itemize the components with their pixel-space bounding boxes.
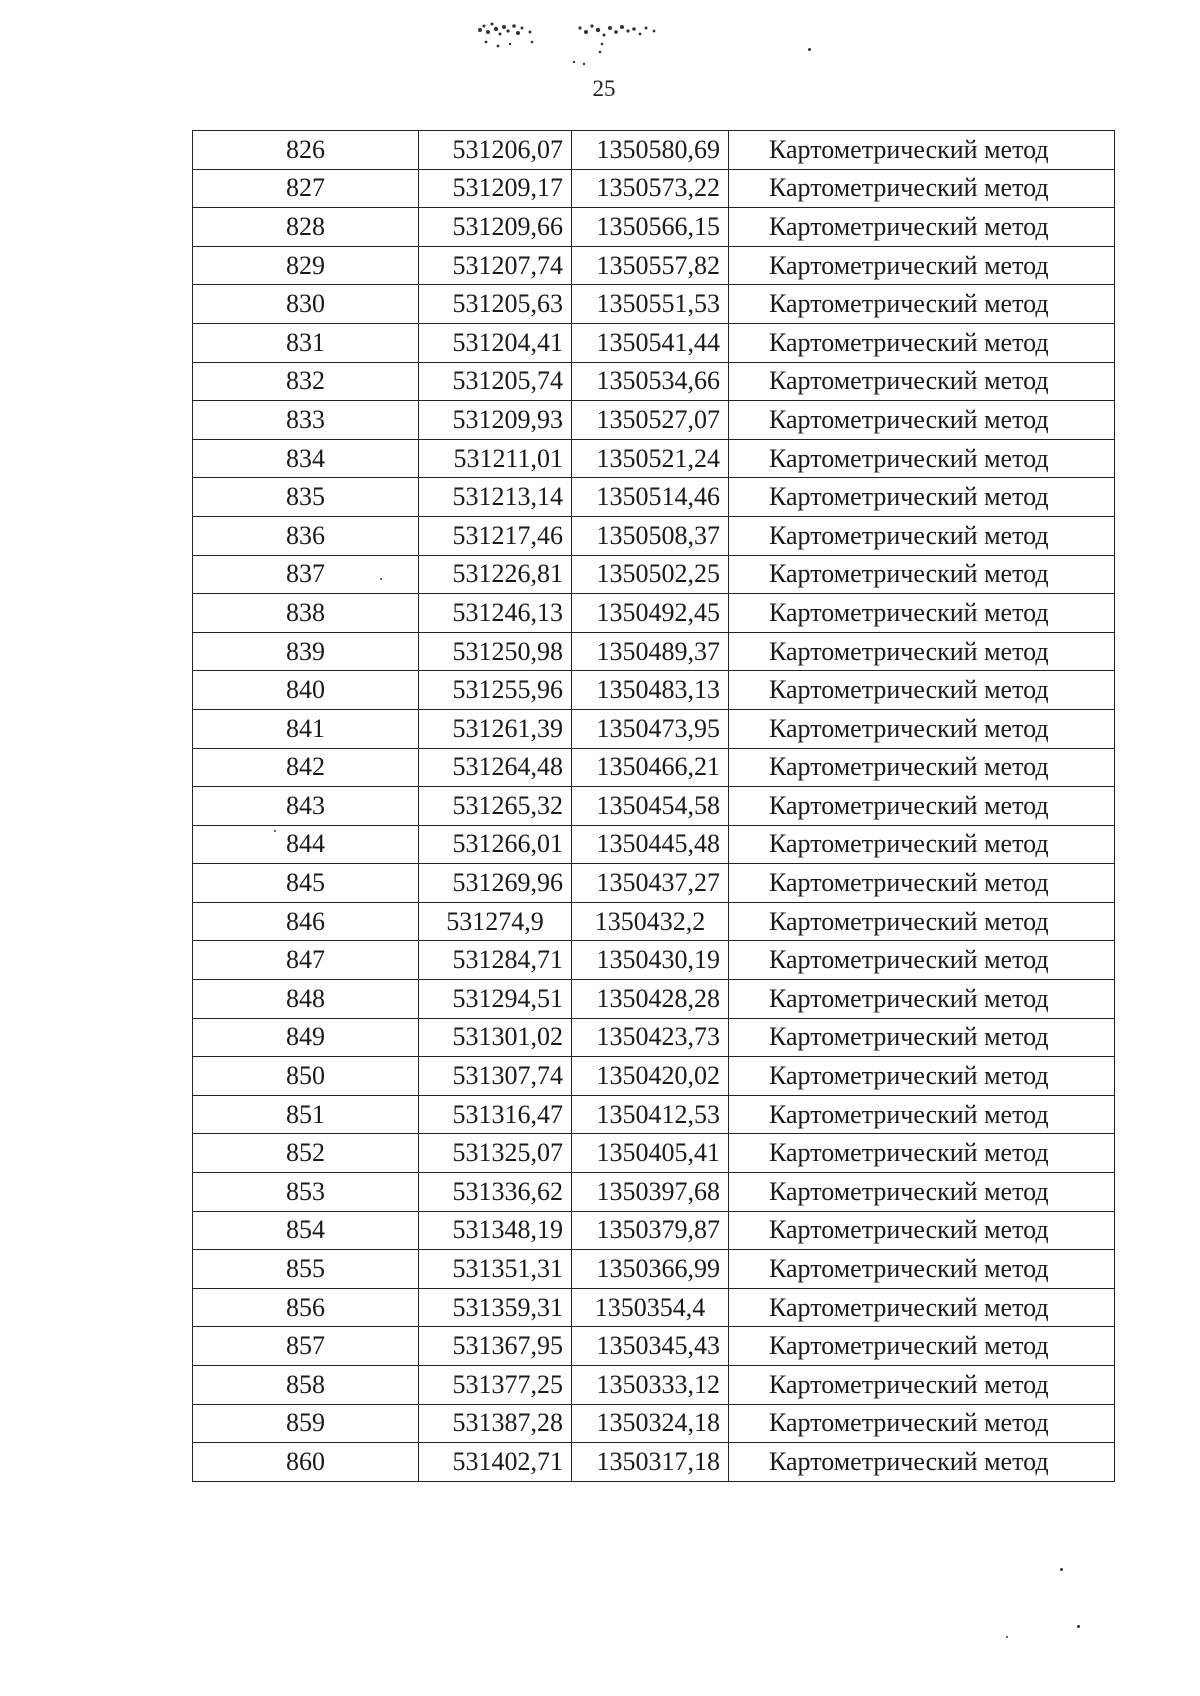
x-coordinate-cell: 531359,31 xyxy=(419,1288,572,1327)
point-number-cell: 848 xyxy=(193,980,419,1019)
point-number-cell: 837 xyxy=(193,555,419,594)
point-number-cell: 858 xyxy=(193,1366,419,1405)
point-number-cell: 856 xyxy=(193,1288,419,1327)
y-coordinate-cell: 1350527,07 xyxy=(572,401,729,440)
table-row xyxy=(193,401,1115,440)
x-coordinate-cell: 531255,96 xyxy=(419,671,572,710)
point-number-cell: 844 xyxy=(193,825,419,864)
table-row xyxy=(193,1134,1115,1173)
point-number-cell: 841 xyxy=(193,709,419,748)
coordinates-table xyxy=(192,130,1115,1482)
x-coordinate-cell: 531325,07 xyxy=(419,1134,572,1173)
method-cell: Картометрический метод xyxy=(729,902,1115,941)
method-cell: Картометрический метод xyxy=(729,1057,1115,1096)
method-cell: Картометрический метод xyxy=(729,1443,1115,1482)
x-coordinate-cell: 531387,28 xyxy=(419,1404,572,1443)
point-number-cell: 847 xyxy=(193,941,419,980)
point-number-cell: 826 xyxy=(193,131,419,170)
table-row xyxy=(193,323,1115,362)
point-number-cell: 851 xyxy=(193,1095,419,1134)
method-cell: Картометрический метод xyxy=(729,323,1115,362)
table-row xyxy=(193,1057,1115,1096)
x-coordinate-cell: 531269,96 xyxy=(419,864,572,903)
x-coordinate-cell: 531204,41 xyxy=(419,323,572,362)
x-coordinate-cell: 531264,48 xyxy=(419,748,572,787)
table-row xyxy=(193,902,1115,941)
point-number-cell: 828 xyxy=(193,208,419,247)
table-row xyxy=(193,1173,1115,1212)
method-cell: Картометрический метод xyxy=(729,1288,1115,1327)
method-cell: Картометрический метод xyxy=(729,169,1115,208)
table-row xyxy=(193,169,1115,208)
y-coordinate-cell: 1350405,41 xyxy=(572,1134,729,1173)
point-number-cell: 829 xyxy=(193,246,419,285)
method-cell: Картометрический метод xyxy=(729,1095,1115,1134)
method-cell: Картометрический метод xyxy=(729,478,1115,517)
y-coordinate-cell: 1350466,21 xyxy=(572,748,729,787)
y-coordinate-cell: 1350551,53 xyxy=(572,285,729,324)
point-number-cell: 832 xyxy=(193,362,419,401)
x-coordinate-cell: 531367,95 xyxy=(419,1327,572,1366)
y-coordinate-cell: 1350354,4 xyxy=(572,1288,729,1327)
method-cell: Картометрический метод xyxy=(729,1250,1115,1289)
method-cell: Картометрический метод xyxy=(729,246,1115,285)
table-row xyxy=(193,1018,1115,1057)
point-number-cell: 850 xyxy=(193,1057,419,1096)
point-number-cell: 838 xyxy=(193,594,419,633)
method-cell: Картометрический метод xyxy=(729,1366,1115,1405)
y-coordinate-cell: 1350423,73 xyxy=(572,1018,729,1057)
point-number-cell: 855 xyxy=(193,1250,419,1289)
point-number-cell: 859 xyxy=(193,1404,419,1443)
x-coordinate-cell: 531207,74 xyxy=(419,246,572,285)
y-coordinate-cell: 1350445,48 xyxy=(572,825,729,864)
x-coordinate-cell: 531351,31 xyxy=(419,1250,572,1289)
method-cell: Картометрический метод xyxy=(729,671,1115,710)
x-coordinate-cell: 531316,47 xyxy=(419,1095,572,1134)
x-coordinate-cell: 531213,14 xyxy=(419,478,572,517)
table-row xyxy=(193,285,1115,324)
y-coordinate-cell: 1350317,18 xyxy=(572,1443,729,1482)
y-coordinate-cell: 1350345,43 xyxy=(572,1327,729,1366)
method-cell: Картометрический метод xyxy=(729,825,1115,864)
method-cell: Картометрический метод xyxy=(729,787,1115,826)
method-cell: Картометрический метод xyxy=(729,401,1115,440)
x-coordinate-cell: 531301,02 xyxy=(419,1018,572,1057)
method-cell: Картометрический метод xyxy=(729,555,1115,594)
method-cell: Картометрический метод xyxy=(729,748,1115,787)
scan-speck xyxy=(1077,1625,1080,1628)
y-coordinate-cell: 1350437,27 xyxy=(572,864,729,903)
x-coordinate-cell: 531226,81 xyxy=(419,555,572,594)
table-row xyxy=(193,594,1115,633)
table-row xyxy=(193,941,1115,980)
point-number-cell: 830 xyxy=(193,285,419,324)
method-cell: Картометрический метод xyxy=(729,594,1115,633)
point-number-cell: 835 xyxy=(193,478,419,517)
table-row xyxy=(193,1288,1115,1327)
x-coordinate-cell: 531307,74 xyxy=(419,1057,572,1096)
table-row xyxy=(193,1250,1115,1289)
point-number-cell: 827 xyxy=(193,169,419,208)
y-coordinate-cell: 1350428,28 xyxy=(572,980,729,1019)
y-coordinate-cell: 1350534,66 xyxy=(572,362,729,401)
point-number-cell: 836 xyxy=(193,516,419,555)
page-number: 25 xyxy=(592,76,616,101)
point-number-cell: 860 xyxy=(193,1443,419,1482)
point-number-cell: 846 xyxy=(193,902,419,941)
table-row xyxy=(193,1327,1115,1366)
point-number-cell: 834 xyxy=(193,439,419,478)
y-coordinate-cell: 1350366,99 xyxy=(572,1250,729,1289)
y-coordinate-cell: 1350502,25 xyxy=(572,555,729,594)
y-coordinate-cell: 1350430,19 xyxy=(572,941,729,980)
x-coordinate-cell: 531265,32 xyxy=(419,787,572,826)
point-number-cell: 842 xyxy=(193,748,419,787)
table-row xyxy=(193,1211,1115,1250)
y-coordinate-cell: 1350489,37 xyxy=(572,632,729,671)
x-coordinate-cell: 531246,13 xyxy=(419,594,572,633)
table-row xyxy=(193,246,1115,285)
x-coordinate-cell: 531284,71 xyxy=(419,941,572,980)
x-coordinate-cell: 531209,93 xyxy=(419,401,572,440)
table-row xyxy=(193,1366,1115,1405)
method-cell: Картометрический метод xyxy=(729,285,1115,324)
y-coordinate-cell: 1350483,13 xyxy=(572,671,729,710)
point-number-cell: 854 xyxy=(193,1211,419,1250)
y-coordinate-cell: 1350521,24 xyxy=(572,439,729,478)
x-coordinate-cell: 531402,71 xyxy=(419,1443,572,1482)
x-coordinate-cell: 531211,01 xyxy=(419,439,572,478)
x-coordinate-cell: 531348,19 xyxy=(419,1211,572,1250)
point-number-cell: 849 xyxy=(193,1018,419,1057)
method-cell: Картометрический метод xyxy=(729,1173,1115,1212)
point-number-cell: 845 xyxy=(193,864,419,903)
table-row xyxy=(193,709,1115,748)
y-coordinate-cell: 1350573,22 xyxy=(572,169,729,208)
table-row xyxy=(193,516,1115,555)
y-coordinate-cell: 1350397,68 xyxy=(572,1173,729,1212)
point-number-cell: 852 xyxy=(193,1134,419,1173)
y-coordinate-cell: 1350379,87 xyxy=(572,1211,729,1250)
y-coordinate-cell: 1350324,18 xyxy=(572,1404,729,1443)
method-cell: Картометрический метод xyxy=(729,980,1115,1019)
y-coordinate-cell: 1350473,95 xyxy=(572,709,729,748)
method-cell: Картометрический метод xyxy=(729,1211,1115,1250)
scan-speck xyxy=(380,578,382,580)
y-coordinate-cell: 1350412,53 xyxy=(572,1095,729,1134)
scan-speck xyxy=(1060,1568,1063,1571)
point-number-cell: 840 xyxy=(193,671,419,710)
table-row xyxy=(193,864,1115,903)
x-coordinate-cell: 531261,39 xyxy=(419,709,572,748)
y-coordinate-cell: 1350514,46 xyxy=(572,478,729,517)
scan-speck xyxy=(274,830,276,832)
x-coordinate-cell: 531205,63 xyxy=(419,285,572,324)
y-coordinate-cell: 1350420,02 xyxy=(572,1057,729,1096)
y-coordinate-cell: 1350454,58 xyxy=(572,787,729,826)
x-coordinate-cell: 531274,9 xyxy=(419,902,572,941)
method-cell: Картометрический метод xyxy=(729,941,1115,980)
table-row xyxy=(193,671,1115,710)
table-row xyxy=(193,555,1115,594)
point-number-cell: 843 xyxy=(193,787,419,826)
table-row xyxy=(193,825,1115,864)
scan-speck xyxy=(808,48,811,51)
method-cell: Картометрический метод xyxy=(729,131,1115,170)
table-row xyxy=(193,1404,1115,1443)
x-coordinate-cell: 531336,62 xyxy=(419,1173,572,1212)
point-number-cell: 831 xyxy=(193,323,419,362)
x-coordinate-cell: 531209,17 xyxy=(419,169,572,208)
method-cell: Картометрический метод xyxy=(729,864,1115,903)
x-coordinate-cell: 531209,66 xyxy=(419,208,572,247)
y-coordinate-cell: 1350492,45 xyxy=(572,594,729,633)
point-number-cell: 857 xyxy=(193,1327,419,1366)
table-row xyxy=(193,980,1115,1019)
table-row xyxy=(193,439,1115,478)
table-row xyxy=(193,632,1115,671)
point-number-cell: 833 xyxy=(193,401,419,440)
x-coordinate-cell: 531206,07 xyxy=(419,131,572,170)
x-coordinate-cell: 531205,74 xyxy=(419,362,572,401)
method-cell: Картометрический метод xyxy=(729,362,1115,401)
table-row xyxy=(193,748,1115,787)
y-coordinate-cell: 1350333,12 xyxy=(572,1366,729,1405)
y-coordinate-cell: 1350508,37 xyxy=(572,516,729,555)
method-cell: Картометрический метод xyxy=(729,632,1115,671)
method-cell: Картометрический метод xyxy=(729,1018,1115,1057)
y-coordinate-cell: 1350541,44 xyxy=(572,323,729,362)
table-row xyxy=(193,208,1115,247)
y-coordinate-cell: 1350432,2 xyxy=(572,902,729,941)
point-number-cell: 853 xyxy=(193,1173,419,1212)
method-cell: Картометрический метод xyxy=(729,1134,1115,1173)
point-number-cell: 839 xyxy=(193,632,419,671)
method-cell: Картометрический метод xyxy=(729,516,1115,555)
method-cell: Картометрический метод xyxy=(729,1327,1115,1366)
method-cell: Картометрический метод xyxy=(729,208,1115,247)
stamp-scan-artifact xyxy=(470,18,740,68)
y-coordinate-cell: 1350557,82 xyxy=(572,246,729,285)
scan-speck xyxy=(1006,1636,1008,1638)
coordinates-table-body xyxy=(193,131,1115,1482)
table-row xyxy=(193,1443,1115,1482)
table-row xyxy=(193,362,1115,401)
y-coordinate-cell: 1350566,15 xyxy=(572,208,729,247)
y-coordinate-cell: 1350580,69 xyxy=(572,131,729,170)
method-cell: Картометрический метод xyxy=(729,1404,1115,1443)
table-row xyxy=(193,787,1115,826)
method-cell: Картометрический метод xyxy=(729,439,1115,478)
table-row xyxy=(193,131,1115,170)
table-row xyxy=(193,1095,1115,1134)
table-row xyxy=(193,478,1115,517)
x-coordinate-cell: 531294,51 xyxy=(419,980,572,1019)
x-coordinate-cell: 531377,25 xyxy=(419,1366,572,1405)
x-coordinate-cell: 531217,46 xyxy=(419,516,572,555)
method-cell: Картометрический метод xyxy=(729,709,1115,748)
x-coordinate-cell: 531266,01 xyxy=(419,825,572,864)
x-coordinate-cell: 531250,98 xyxy=(419,632,572,671)
